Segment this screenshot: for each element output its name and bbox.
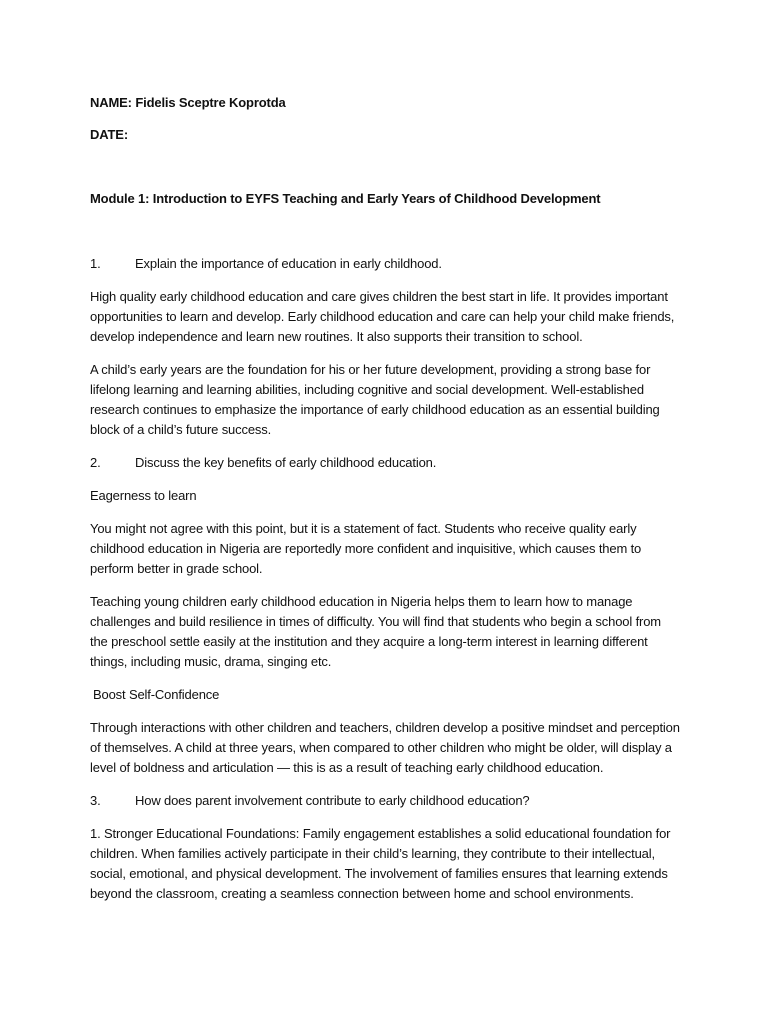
answer-paragraph: You might not agree with this point, but it is a statement of fact. Students who receive quality early childhood education in Nigeria are reportedly more confident and inquisitive, which causes them to perform better in grade school. [90, 521, 642, 576]
question-1 [90, 254, 680, 274]
question-2 [90, 453, 680, 473]
question-text: How does parent involvement contribute to early childhood education? [135, 793, 530, 808]
question-number: 2. [90, 455, 101, 470]
module-title: Module 1: Introduction to EYFS Teaching and Early Years of Childhood Development [90, 191, 601, 206]
question-number: 3. [90, 793, 101, 808]
question-text: Discuss the key benefits of early childhood education. [135, 455, 437, 470]
question-3 [90, 791, 680, 811]
answer-paragraph: 1. Stronger Educational Foundations: Family engagement establishes a solid educational foundation for children. When families actively participate in their child’s learning, they contribute to their intellectual, social, emotional, and physical development. The involvement of families ensures that learning extends beyond the classroom, creating a seamless connection between home and school environments. [90, 826, 671, 901]
answer-paragraph: High quality early childhood education and care gives children the best start in life. It provides important opportunities to learn and develop. Early childhood education and care can help your child make friends, develop independence and learn new routines. It also supports their transition to school. [90, 289, 675, 344]
document-body [90, 93, 680, 917]
subheading: Boost Self-Confidence [93, 687, 220, 702]
question-text: Explain the importance of education in early childhood. [135, 256, 442, 271]
answer-paragraph: Through interactions with other children and teachers, children develop a positive mindset and perception of themselves. A child at three years, when compared to other children who might be older, will display a level of boldness and articulation — this is as a result of teaching early childhood education. [90, 720, 680, 775]
question-number: 1. [90, 256, 101, 271]
date-line: DATE: [90, 127, 129, 142]
answer-paragraph: Teaching young children early childhood education in Nigeria helps them to learn how to manage challenges and build resilience in times of difficulty. You will find that students who begin a school from the preschool settle easily at the institution and they acquire a long-term interest in learning different things, including music, drama, singing etc. [90, 594, 661, 669]
name-line: NAME: Fidelis Sceptre Koprotda [90, 95, 286, 110]
subheading: Eagerness to learn [90, 488, 197, 503]
answer-paragraph: A child’s early years are the foundation for his or her future development, providing a strong base for lifelong learning and learning abilities, including cognitive and social development. Well-established research continues to emphasize the importance of early childhood education as an essential building block of a child’s future success. [90, 362, 660, 437]
